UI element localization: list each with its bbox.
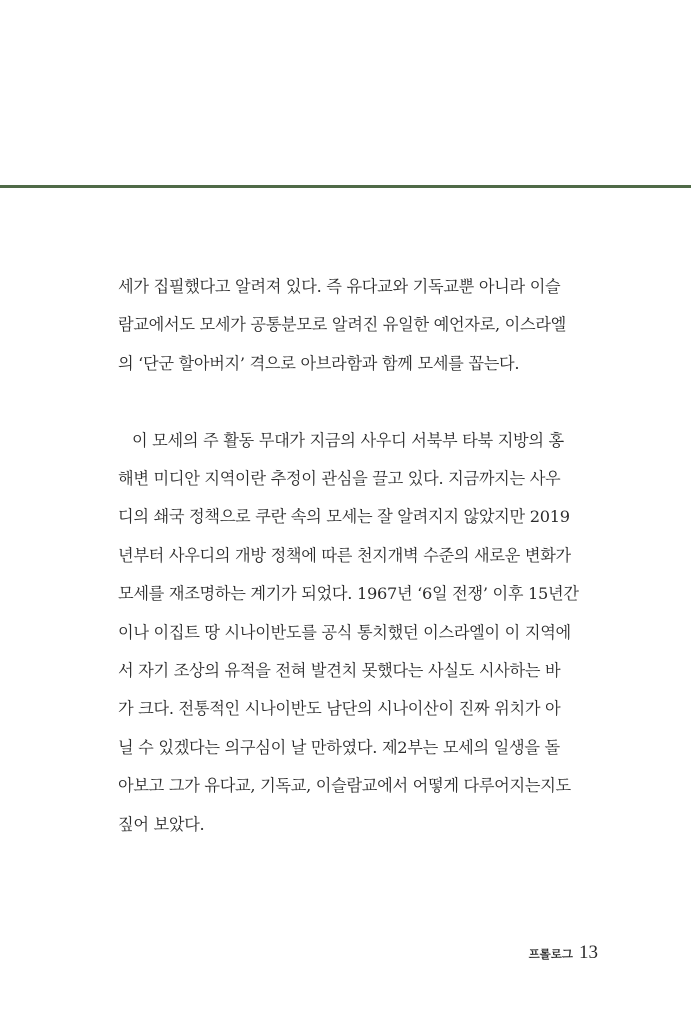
text-line: 이 모세의 주 활동 무대가 지금의 사우디 서북부 타북 지방의 홍 [132, 430, 564, 450]
text-line: 서 자기 조상의 유적을 전혀 발견치 못했다는 사실도 시사하는 바 [118, 661, 561, 681]
text-line: 닐 수 있겠다는 의구심이 날 만하였다. 제2부는 모세의 일생을 돌 [118, 737, 560, 757]
page-footer [529, 942, 598, 964]
text-line: 디의 쇄국 정책으로 쿠란 속의 모세는 잘 알려지지 않았지만 2019 [118, 507, 570, 527]
text-line: 의 ‘단군 할아버지’ 격으로 아브라함과 함께 모세를 꼽는다. [118, 353, 520, 373]
paragraph-2 [118, 422, 598, 844]
text-line: 아보고 그가 유다교, 기독교, 이슬람교에서 어떻게 다루어지는지도 [118, 776, 571, 796]
text-line: 년부터 사우디의 개방 정책에 따른 천지개벽 수준의 새로운 변화가 [118, 545, 571, 565]
paragraph-1 [118, 268, 598, 383]
text-line: 이나 이집트 땅 시나이반도를 공식 통치했던 이스라엘이 이 지역에 [118, 622, 571, 642]
text-line: 세가 집필했다고 알려져 있다. 즉 유다교와 기독교뿐 아니라 이슬 [118, 277, 561, 296]
text-line: 해변 미디안 지역이란 추정이 관심을 끌고 있다. 지금까지는 사우 [118, 469, 561, 489]
text-line: 람교에서도 모세가 공통분모로 알려진 유일한 예언자로, 이스라엘 [118, 315, 567, 335]
section-label: 프롤로그 [528, 947, 573, 961]
header-divider-rule [0, 185, 691, 188]
text-line: 가 크다. 전통적인 시나이반도 남단의 시나이산이 진짜 위치가 아 [118, 699, 561, 719]
text-line: 모세를 재조명하는 계기가 되었다. 1967년 ‘6일 전쟁’ 이후 15년간 [118, 584, 579, 604]
text-line: 짚어 보았다. [118, 814, 205, 834]
body-text [118, 268, 598, 844]
page-number: 13 [579, 942, 598, 963]
